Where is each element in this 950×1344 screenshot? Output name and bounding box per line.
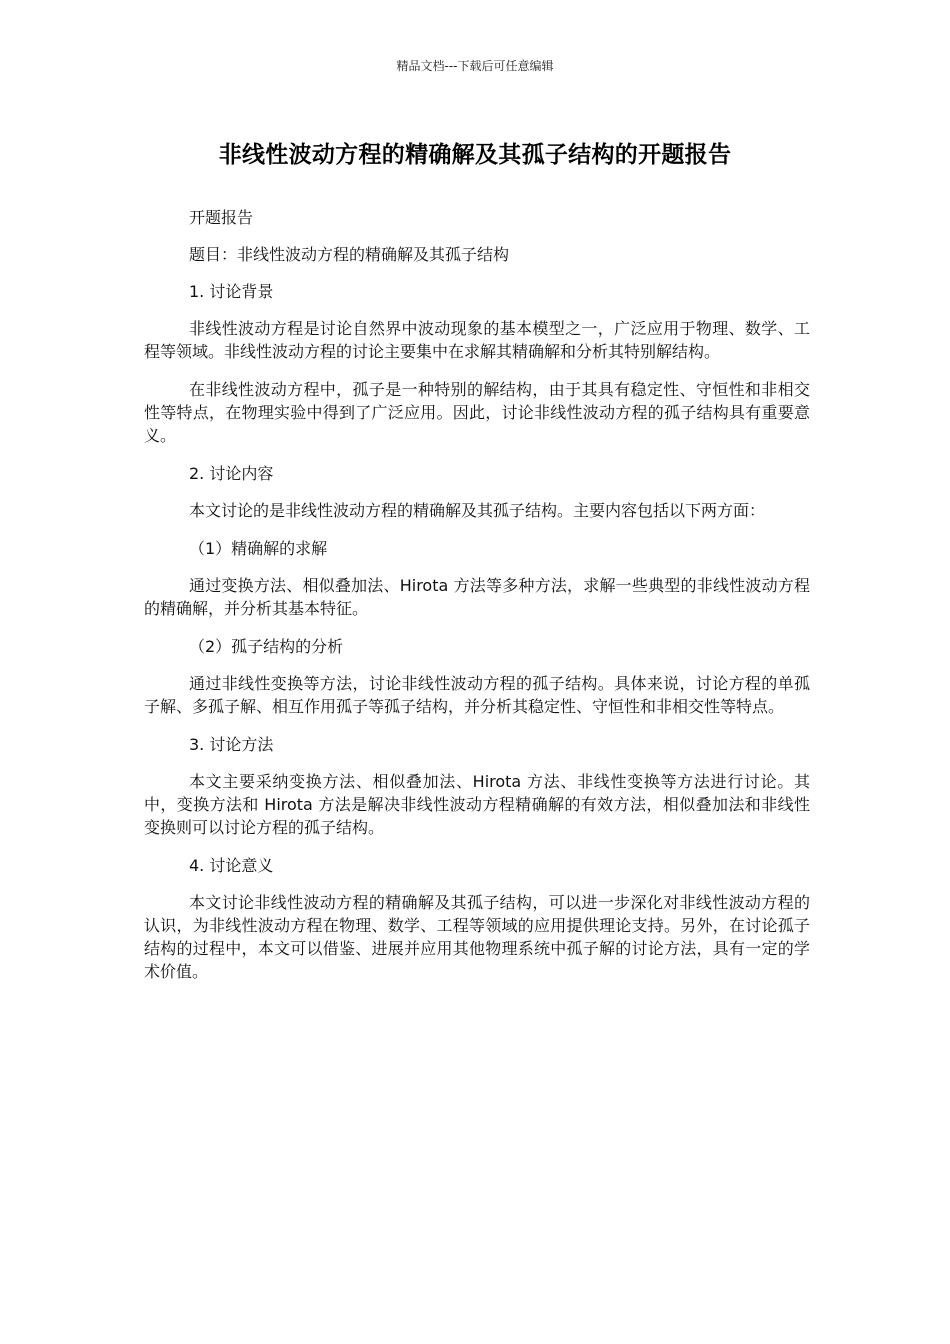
document-body [144,206,810,998]
report-topic: 题目：非线性波动方程的精确解及其孤子结构 [189,245,510,264]
section-heading-methods: 3. 讨论方法 [189,735,274,754]
subsection-heading: （1）精确解的求解 [189,539,328,558]
section-heading-content: 2. 讨论内容 [189,464,274,483]
paragraph: 非线性波动方程是讨论自然界中波动现象的基本模型之一，广泛应用于物理、数学、工程等领域。非线性波动方程的讨论主要集中在求解其精确解和分析其特别解结构。 [144,319,810,361]
subsection-heading: （2）孤子结构的分析 [189,637,344,656]
paragraph: 本文主要采纳变换方法、相似叠加法、Hirota 方法、非线性变换等方法进行讨论。其中，变换方法和 Hirota 方法是解决非线性波动方程精确解的有效方法，相似叠加法和非线性变换则可以讨论方程的孤子结构。 [144,772,810,837]
paragraph: 通过非线性变换等方法，讨论非线性波动方程的孤子结构。具体来说，讨论方程的单孤子解、多孤子解、相互作用孤子等孤子结构，并分析其稳定性、守恒性和非相交性等特点。 [144,674,810,716]
paragraph: 通过变换方法、相似叠加法、Hirota 方法等多种方法，求解一些典型的非线性波动方程的精确解，并分析其基本特征。 [144,576,810,618]
report-label: 开题报告 [189,208,254,227]
section-heading-background: 1. 讨论背景 [189,282,274,301]
paragraph: 在非线性波动方程中，孤子是一种特别的解结构，由于其具有稳定性、守恒性和非相交性等特点，在物理实验中得到了广泛应用。因此，讨论非线性波动方程的孤子结构具有重要意义。 [144,380,810,445]
paragraph: 本文讨论的是非线性波动方程的精确解及其孤子结构。主要内容包括以下两方面： [189,501,766,520]
page-header: 精品文档---下载后可任意编辑 [396,59,554,73]
document-title: 非线性波动方程的精确解及其孤子结构的开题报告 [218,142,732,168]
section-heading-significance: 4. 讨论意义 [189,856,274,875]
paragraph: 本文讨论非线性波动方程的精确解及其孤子结构，可以进一步深化对非线性波动方程的认识，为非线性波动方程在物理、数学、工程等领域的应用提供理论支持。另外，在讨论孤子结构的过程中，本文可以借鉴、进展并应用其他物理系统中孤子解的讨论方法，具有一定的学术价值。 [144,893,810,981]
